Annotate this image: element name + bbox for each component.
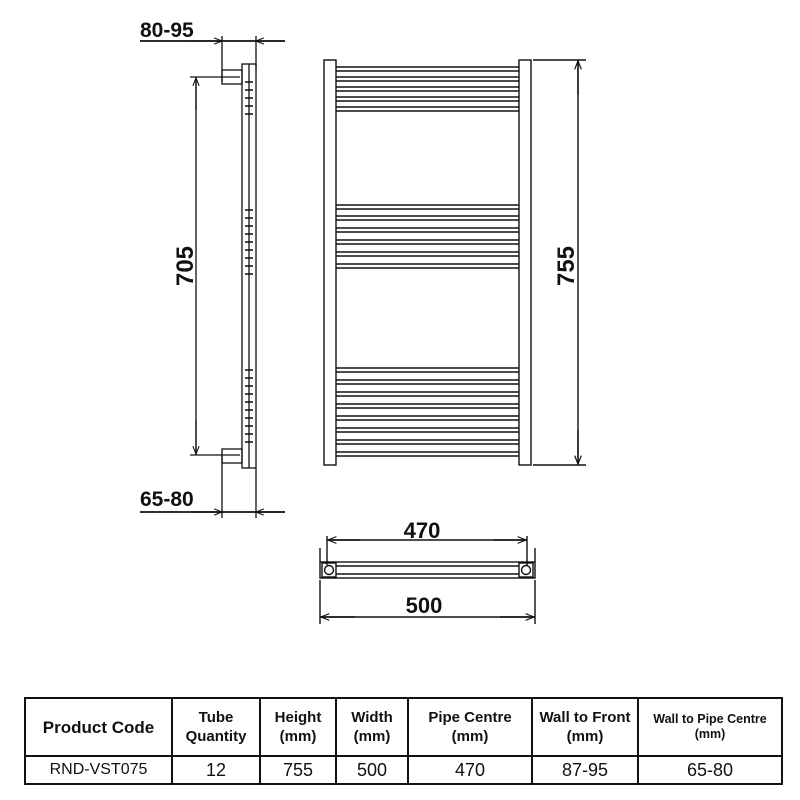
cell-wall-to-pipe-centre: 65-80 bbox=[638, 756, 782, 784]
header-wall-to-pipe-centre: Wall to Pipe Centre (mm) bbox=[638, 698, 782, 756]
dim-wall-to-front: 80-95 bbox=[140, 19, 194, 42]
dim-overall-width: 500 bbox=[405, 593, 443, 618]
cell-tube-quantity: 12 bbox=[172, 756, 260, 784]
dim-pipe-centre: 470 bbox=[403, 518, 441, 543]
cell-pipe-centre: 470 bbox=[408, 756, 532, 784]
header-height: Height (mm) bbox=[260, 698, 336, 756]
dim-pipe-height: 705 bbox=[172, 245, 199, 287]
table-row bbox=[25, 756, 782, 784]
table-header-row bbox=[25, 698, 782, 756]
header-tube-quantity: Tube Quantity bbox=[172, 698, 260, 756]
header-pipe-centre: Pipe Centre (mm) bbox=[408, 698, 532, 756]
front-view bbox=[324, 60, 586, 465]
header-wall-to-front: Wall to Front (mm) bbox=[532, 698, 638, 756]
side-view bbox=[140, 36, 285, 518]
dim-overall-height: 755 bbox=[553, 245, 580, 287]
cell-width: 500 bbox=[336, 756, 408, 784]
cell-wall-to-front: 87-95 bbox=[532, 756, 638, 784]
dim-wall-to-pipe: 65-80 bbox=[140, 488, 194, 511]
cell-product-code: RND-VST075 bbox=[25, 756, 172, 784]
header-product-code: Product Code bbox=[25, 698, 172, 756]
cell-height: 755 bbox=[260, 756, 336, 784]
spec-table bbox=[24, 697, 783, 785]
header-width: Width (mm) bbox=[336, 698, 408, 756]
